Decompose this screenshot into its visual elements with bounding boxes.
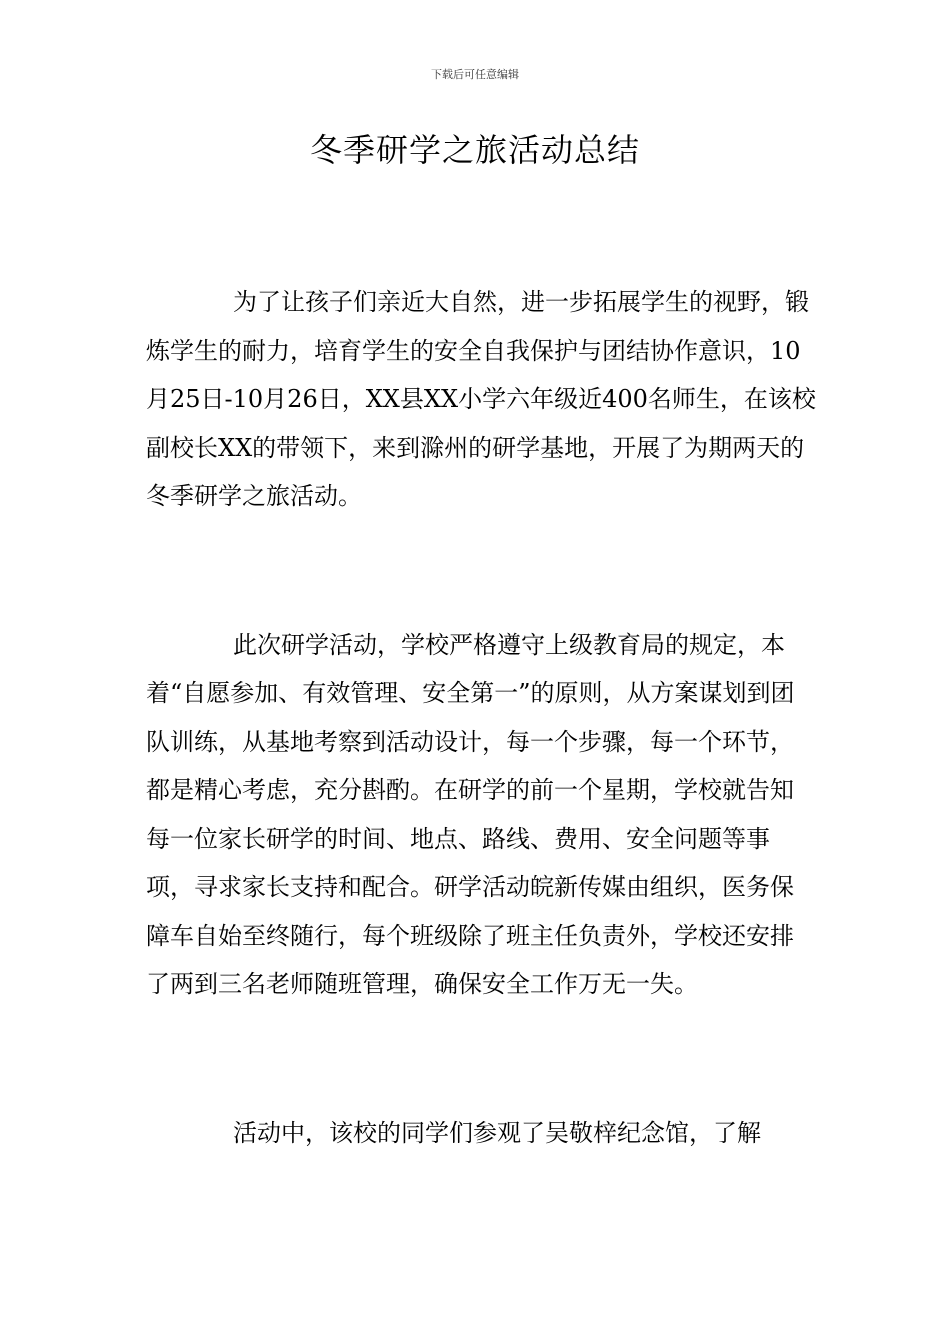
document-body <box>146 278 816 1157</box>
paragraph-2: 此次研学活动，学校严格遵守上级教育局的规定，本着“自愿参加、有效管理、安全第一”的原则，从方案谋划到团队训练，从基地考察到活动设计，每一个步骤，每一个环节，都是精心考虑，充分斟酌。在研学的前一个星期，学校就告知每一位家长研学的时间、地点、路线、费用、安全问题等事项，寻求家长支持和配合。研学活动皖新传媒由组织，医务保障车自始至终随行，每个班级除了班主任负责外，学校还安排了两到三名老师随班管理，确保安全工作万无一失。 <box>146 630 795 998</box>
page-header-note: 下载后可任意编辑 <box>431 68 519 81</box>
paragraph-3: 活动中，该校的同学们参观了吴敬梓纪念馆，了解 <box>233 1118 761 1147</box>
document-title: 冬季研学之旅活动总结 <box>309 131 640 169</box>
paragraph-1: 为了让孩子们亲近大自然，进一步拓展学生的视野，锻炼学生的耐力，培育学生的安全自我保护与团结协作意识，10月25日-10月26日，XX县XX小学六年级近400名师生，在该校副校长XX的带领下，来到滁州的研学基地，开展了为期两天的冬季研学之旅活动。 <box>146 288 816 510</box>
